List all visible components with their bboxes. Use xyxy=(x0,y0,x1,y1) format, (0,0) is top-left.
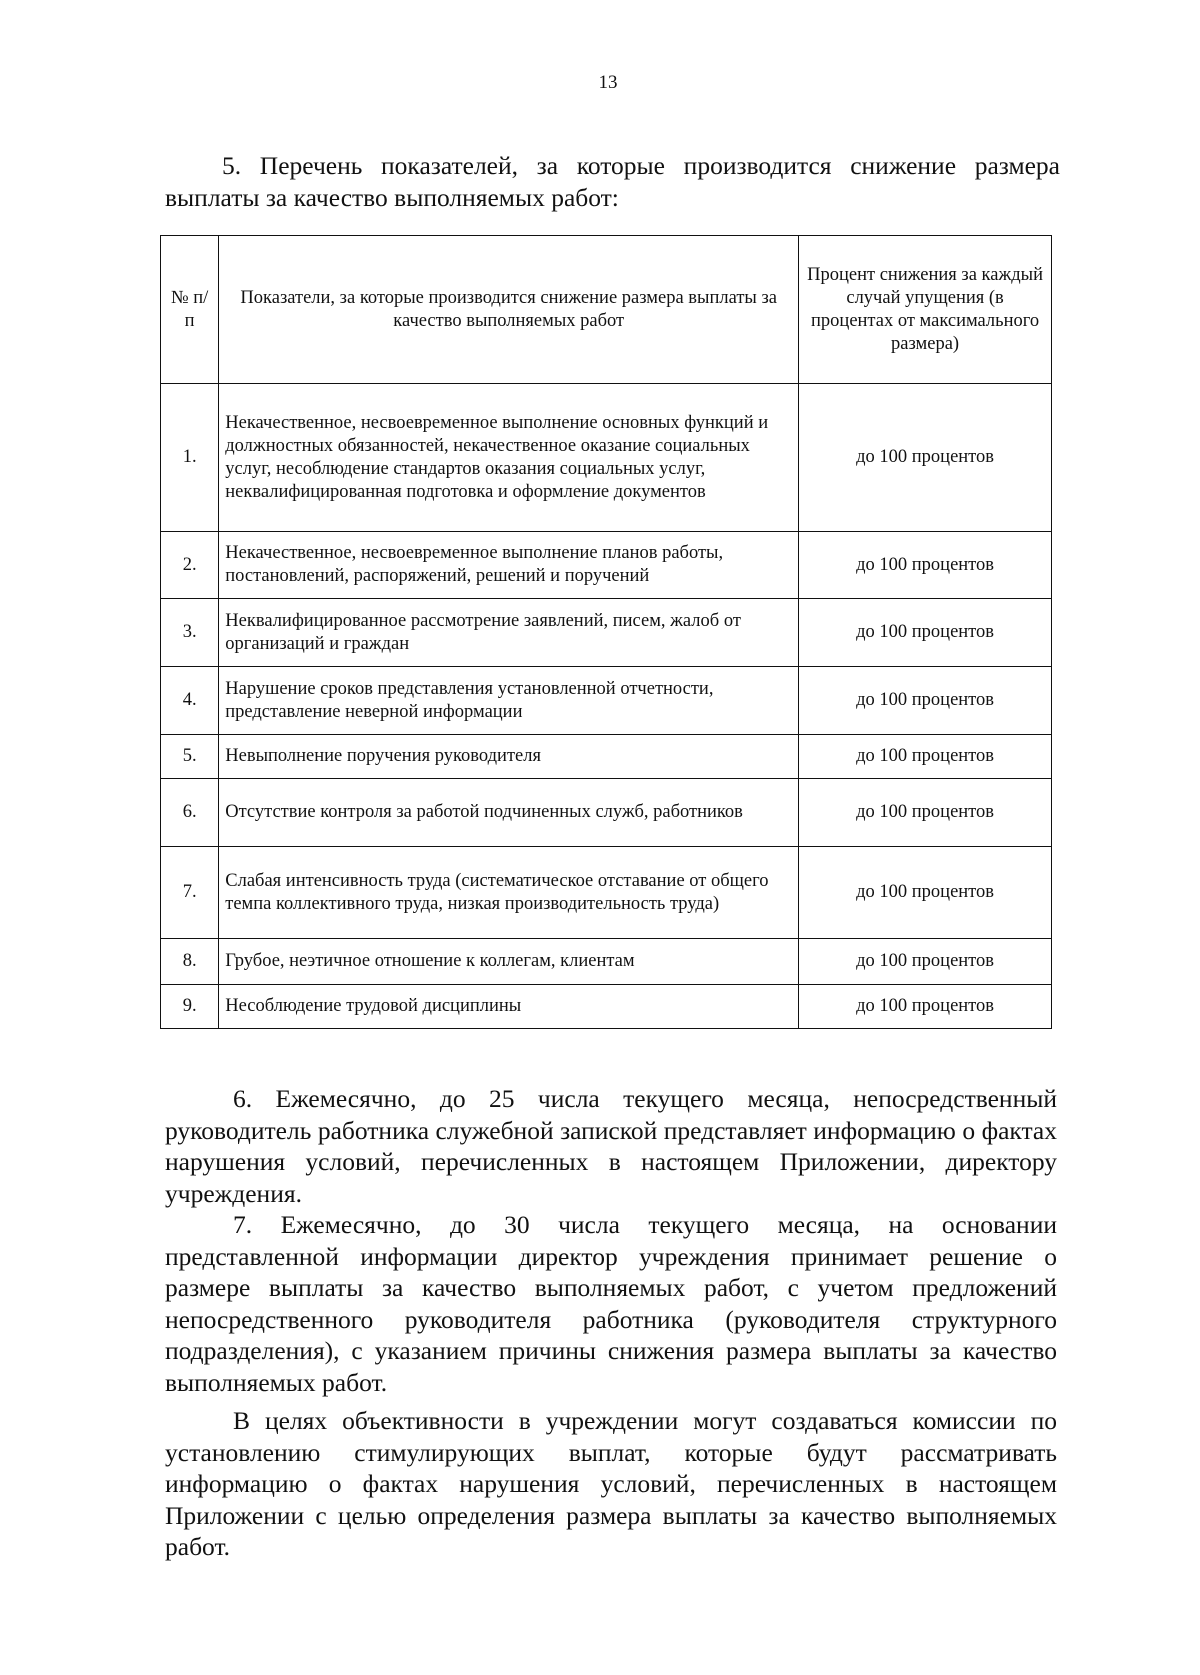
row-percent: до 100 процентов xyxy=(799,939,1052,985)
table-row xyxy=(161,847,1052,939)
row-number: 1. xyxy=(161,384,219,532)
row-indicator: Отсутствие контроля за работой подчиненных служб, работников xyxy=(219,779,799,847)
row-indicator: Некачественное, несвоевременное выполнение основных функций и должностных обязанностей, некачественное оказание социальных услуг, несоблюдение стандартов оказания социальных услуг, неквалифицированная подготовка и оформление документов xyxy=(219,384,799,532)
header-number: № п/п xyxy=(161,236,219,384)
row-percent: до 100 процентов xyxy=(799,779,1052,847)
row-percent: до 100 процентов xyxy=(799,667,1052,735)
table-row xyxy=(161,985,1052,1029)
header-indicator: Показатели, за которые производится снижение размера выплаты за качество выполняемых работ xyxy=(219,236,799,384)
paragraph-commissions: В целях объективности в учреждении могут создаваться комиссии по установлению стимулирующих выплат, которые будут рассматривать информацию о фактах нарушения условий, перечисленных в настоящем Приложении с целью определения размера выплаты за качество выполняемых работ. xyxy=(165,1406,1057,1561)
row-number: 3. xyxy=(161,599,219,667)
row-percent: до 100 процентов xyxy=(799,735,1052,779)
row-number: 8. xyxy=(161,939,219,985)
row-number: 7. xyxy=(161,847,219,939)
row-number: 6. xyxy=(161,779,219,847)
row-indicator: Нарушение сроков представления установленной отчетности, представление неверной информации xyxy=(219,667,799,735)
table-row xyxy=(161,779,1052,847)
row-number: 4. xyxy=(161,667,219,735)
table-row xyxy=(161,735,1052,779)
indicators-table xyxy=(160,235,1052,1029)
row-number: 2. xyxy=(161,532,219,599)
row-percent: до 100 процентов xyxy=(799,985,1052,1029)
row-percent: до 100 процентов xyxy=(799,384,1052,532)
table-row xyxy=(161,939,1052,985)
row-indicator: Слабая интенсивность труда (систематическое отставание от общего темпа коллективного труда, низкая производительность труда) xyxy=(219,847,799,939)
row-number: 5. xyxy=(161,735,219,779)
row-percent: до 100 процентов xyxy=(799,847,1052,939)
row-indicator: Грубое, неэтичное отношение к коллегам, клиентам xyxy=(219,939,799,985)
row-indicator: Несоблюдение трудовой дисциплины xyxy=(219,985,799,1029)
row-number: 9. xyxy=(161,985,219,1029)
section-5-heading: 5. Перечень показателей, за которые производится снижение размера выплаты за качество выполняемых работ: xyxy=(165,151,1060,212)
row-percent: до 100 процентов xyxy=(799,532,1052,599)
table-row xyxy=(161,667,1052,735)
table-row xyxy=(161,599,1052,667)
row-percent: до 100 процентов xyxy=(799,599,1052,667)
paragraph-7: 7. Ежемесячно, до 30 числа текущего месяца, на основании представленной информации директор учреждения принимает решение о размере выплаты за качество выполняемых работ, с учетом предложений непосредственного руководителя работника (руководителя структурного подразделения), с указанием причины снижения размера выплаты за качество выполняемых работ. xyxy=(165,1210,1057,1397)
page-number: 13 xyxy=(598,72,618,93)
body-text xyxy=(165,1083,1057,1563)
table-row xyxy=(161,384,1052,532)
header-percent: Процент снижения за каждый случай упущения (в процентах от максимального размера) xyxy=(799,236,1052,384)
row-indicator: Неквалифицированное рассмотрение заявлений, писем, жалоб от организаций и граждан xyxy=(219,599,799,667)
row-indicator: Некачественное, несвоевременное выполнение планов работы, постановлений, распоряжений, решений и поручений xyxy=(219,532,799,599)
paragraph-6: 6. Ежемесячно, до 25 числа текущего месяца, непосредственный руководитель работника служебной запиской представляет информацию о фактах нарушения условий, перечисленных в настоящем Приложении, директору учреждения. xyxy=(165,1084,1057,1208)
table-header-row xyxy=(161,236,1052,384)
row-indicator: Невыполнение поручения руководителя xyxy=(219,735,799,779)
table-row xyxy=(161,532,1052,599)
